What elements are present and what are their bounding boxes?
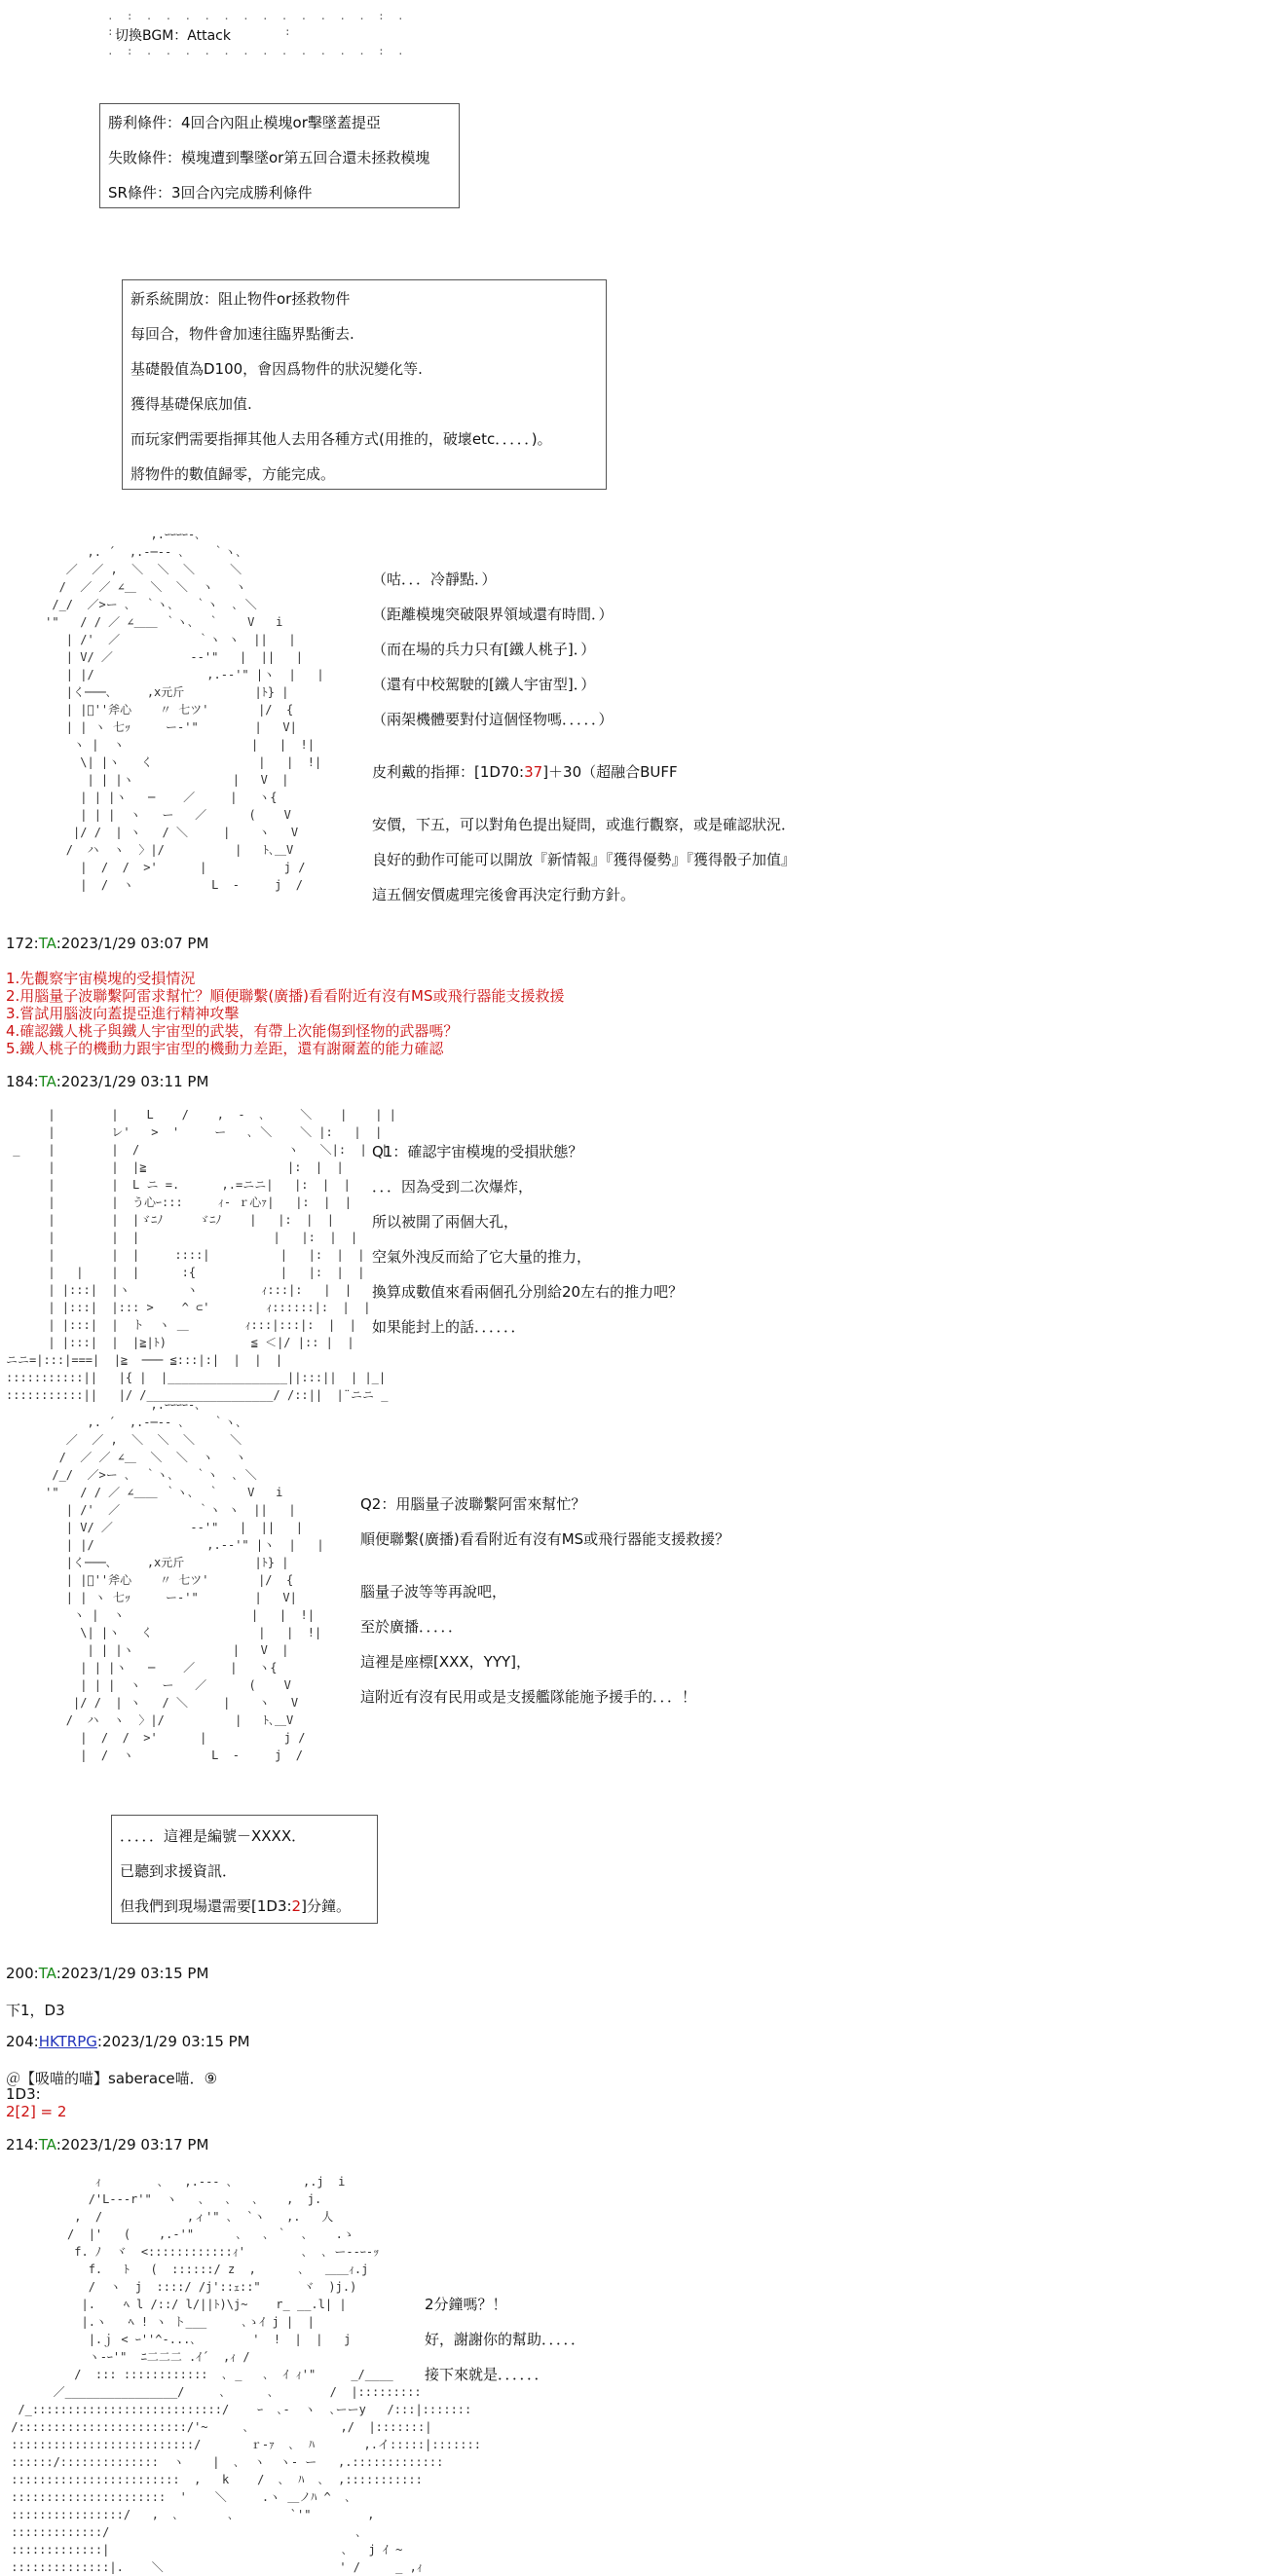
answer-line: 至於廣播．．．．． (360, 1618, 464, 1636)
radio-reply-box (111, 1815, 378, 1924)
thought-line: （咕．．．冷靜點．） (372, 570, 497, 588)
post-200-body: 下1，D3 (6, 2002, 65, 2019)
thought-line: （還有中校駕駛的[鐵人宇宙型]．） (372, 676, 596, 693)
system-line: 將物件的數值歸零，方能完成。 (130, 465, 336, 483)
system-box (122, 279, 607, 490)
thought-line: （距離模塊突破限界領域還有時間．） (372, 606, 614, 623)
bgm-label: 切換BGM：Attack (115, 28, 231, 44)
answer-line: Q1：確認宇宙模塊的受損狀態？ (372, 1143, 583, 1160)
reply-line: 好，謝謝你的幫助．．．．． (425, 2331, 586, 2348)
bgm-frame-top: . : . . . . . . . . . . . . : . (107, 10, 404, 22)
answer-line: 換算成數值來看兩個孔分別給20左右的推力吧？ (372, 1283, 684, 1301)
answer-line: 如果能封上的話．．．．．． (372, 1318, 526, 1336)
instruction-line: 良好的動作可能可以開放『新情報』『獲得優勢』『獲得骰子加值』 (372, 851, 797, 868)
bgm-frame-left: : (107, 25, 114, 38)
instruction-line: 安價，下五，可以對角色提出疑問，或進行觀察，或是確認狀況． (372, 816, 797, 833)
ascii-art-character: ,.ｰｰｰｰ-､ ,. ´ ,.-─‐- ､ ｀ヽ､ ／ ／ , ＼ ＼ ＼ ＼ / ／ ／ ∠＿ ＼ ＼ ヽ ヽ /_/ ／>ー ､ ｀ヽ､ ｀ヽ ､ ＼ '" / / ／ ∠＿＿ ｀ヽ､ ｀ V i | /' ／ ｀ヽ ヽ || | | V/ ／ -‐'" | || | | |/ ,.-‐'" |ヽ | | |く───､ ,x元斤 |ﾄ} | | |ﾞ''斧心 〃 七ツ' |/ { | | ヽ 七ｯ ー‐'" | V| ヽ | ヽ | | !| \| |ヽ く | | !| | | |ヽ | V | | | |ヽ ─ ／ | ヽ{ | | | ヽ ー ／ ( V |/ / | ヽ / ＼ | ヽ V / ハ ヽ 〉|/ | ﾄ､＿V | / / >' | j / | / ヽ L - j / (45, 528, 324, 892)
radio-line: 已聽到求援資訊． (120, 1862, 238, 1880)
system-line: 新系統開放：阻止物件or拯救物件 (130, 290, 351, 308)
post-header-172: 172:TA:2023/1/29 03:07 PM (6, 935, 209, 952)
answer-line: 這附近有沒有民用或是支援艦隊能施予援手的．．．！ (360, 1688, 697, 1706)
system-line: 獲得基礎保底加值. (130, 395, 252, 413)
ascii-art-character: ｨ ､ ,.-‐‐ ､ ,.j i /'L-‐-r'" ヽ ､ ､ ､ , j. , / ,ィ'" ､ `ヽ ,. 人 / |' ( ,.-'" ､ ､ ｀ ､ .ゝ f. ﾉ ヾ <::::::::::::ｨ' ､ ､ ー--ｰ‐ｯ f. ﾄ ( ::::::/ z , ､ ＿＿ｨ.j / ヽ j ::::/ /j'::ｪ::" ヾ )j.) |. ﾍ l /::/ l/||ﾄ)\j~ r_ __.l| | |.ヽ ﾍ ! ヽ ト___ ､ゝｲ j | | |.ｊ < ｰ''^-...､ ' ! | | j ヽ-ｰ'" ﾆ二二二 .ｲ´ ,ｨ / / ::: :::::::::::: ､ _ ､ ｲ ｨ'" _/____ ／________________/ ､ ､ / |::::::::: /_:::::::::::::::::::::::::::/ ｰ ､‐ ヽ ､ーーy /:::|::::::: /::::::::::::::::::::::::/'~ ､ ,/ |:::::::| ::::::::::::::::::::::::::/ ｒ‐ｧ ､ ﾊ ,.イ:::::|::::::: ::::::/:::::::::::::: ヽ | ､ ヽ ヽ- ー ,.::::::::::::: :::::::::::::::::::::::: , k / ､ ﾊ ､ ,::::::::::: :::::::::::::::::::::: ' ＼ .ヽ ＿ノﾊ ^ ､ ::::::::::::::::/ , ､ ､ `'" , :::::::::::::/ ､ :::::::::::::| ､ j ｲ ~ ::::::::::::::|. ＼ ' / _ ,ｨ (11, 2175, 481, 2574)
ascii-art-character: ,.ｰｰｰｰ-､ ,. ´ ,.-─‐- ､ ｀ヽ､ ／ ／ , ＼ ＼ ＼ ＼ / ／ ／ ∠＿ ＼ ＼ ヽ ヽ /_/ ／>ー ､ ｀ヽ､ ｀ヽ ､ ＼ '" / / ／ ∠＿＿ ｀ヽ､ ｀ V i | /' ／ ｀ヽ ヽ || | | V/ ／ -‐'" | || | | |/ ,.-‐'" |ヽ | | |く───､ ,x元斤 |ﾄ} | | |ﾞ''斧心 〃 七ツ' |/ { | | ヽ 七ｯ ー‐'" | V| ヽ | ヽ | | !| \| |ヽ く | | !| | | |ヽ | V | | | |ヽ ─ ／ | ヽ{ | | | ヽ ー ／ ( V |/ / | ヽ / ＼ | ヽ V / ハ ヽ 〉|/ | ﾄ､＿V | / / >' | j / | / ヽ L - j / (45, 1398, 324, 1762)
sr-condition: SR條件：3回合內完成勝利條件 (108, 184, 313, 202)
system-line: 基礎骰值為D100，會因爲物件的狀況變化等. (130, 360, 423, 378)
radio-line: 但我們到現場還需要[1D3:2]分鐘。 (120, 1897, 351, 1915)
post-204-line: ＠【吸喵的喵】saberace喵．⑨ (6, 2070, 218, 2087)
poster-name: TA (38, 935, 56, 952)
answer-line: 這裡是座標[XXX，YYY]， (360, 1653, 532, 1671)
bgm-frame-bottom: . : . . . . . . . . . . . . : . (107, 45, 404, 57)
bgm-frame-right: : (284, 25, 291, 38)
reply-line: 接下來就是．．．．．． (425, 2366, 549, 2383)
post-172-line: 1.先觀察宇宙模塊的受損情況 (6, 970, 196, 987)
post-172-line: 4.確認鐵人桃子與鐵人宇宙型的武裝，有帶上次能傷到怪物的武器嗎？ (6, 1022, 459, 1040)
conditions-box (99, 103, 460, 208)
poster-name: TA (38, 1073, 56, 1090)
answer-line: 所以被開了兩個大孔， (372, 1213, 519, 1231)
poster-name: TA (38, 1965, 56, 1982)
dice-roll-value: 37 (524, 763, 543, 781)
post-172-line: 3.嘗試用腦波向蓋提亞進行精神攻擊 (6, 1005, 240, 1022)
poster-name-link[interactable]: HKTRPG (38, 2033, 97, 2050)
instruction-line: 這五個安價處理完後會再決定行動方針。 (372, 886, 636, 903)
win-condition: 勝利條件：4回合內阻止模塊or擊墜蓋提亞 (108, 114, 381, 131)
post-header-200: 200:TA:2023/1/29 03:15 PM (6, 1965, 209, 1982)
reply-line: 2分鐘嗎？！ (425, 2296, 507, 2313)
poster-name: TA (38, 2136, 56, 2153)
post-172-line: 5.鐵人桃子的機動力跟宇宙型的機動力差距，還有謝爾蓋的能力確認 (6, 1040, 444, 1057)
radio-dice-value: 2 (291, 1897, 302, 1915)
post-header-184: 184:TA:2023/1/29 03:11 PM (6, 1073, 209, 1090)
ascii-art-character: | | L / , - ､ ＼ | | | | レ' > ' ー ､ ＼ ＼ |: | | _ | | / ヽ ＼|: | | | | |≧ |: | | | | L ニ =. ,.=ニニ| |: | | | | う心ｰ::: ｨ- ｒ心ｧ| |: | | | | |ゞﾆﾉ ゞﾆﾉ | |: | | | | | | |: | | | | | ::::| | |: | | | | | | :{ | |: | | | |:::| |ヽ ヽ ｨ:::|: | | | |:::| |::: > ^ ⊂' ｨ::::::|: | | | |:::| | ト ヽ ＿ ｨ:::|:::|: | | | |:::| | |≧|ﾄ) ≦ ＜|/ |:: | | ニニ=|:::|===| |≧ ─── ≦:::|:| | | | :::::::::::|| |{ | |_________________||:::|| | |_| :::::::::::|| |/ /__________________/ /::|| |¨ニニ _ (6, 1108, 396, 1402)
thought-line: （兩架機體要對付這個怪物嗎．．．．．） (372, 711, 614, 728)
radio-line: ．．．．．這裡是編號－XXXX． (120, 1827, 307, 1845)
answer-line: 腦量子波等等再說吧， (360, 1583, 507, 1601)
post-header-214: 214:TA:2023/1/29 03:17 PM (6, 2136, 209, 2153)
lose-condition: 失敗條件：模塊遭到擊墜or第五回合還未拯救模塊 (108, 149, 430, 166)
dice-roll-line: 皮利戴的指揮：[1D70:37]＋30（超融合BUFF (372, 763, 678, 781)
post-204-line: 1D3: (6, 2085, 41, 2103)
answer-line: 空氣外洩反而給了它大量的推力， (372, 1248, 592, 1266)
thought-line: （而在場的兵力只有[鐵人桃子]．） (372, 641, 596, 658)
answer-line: ．．．因為受到二次爆炸， (372, 1178, 534, 1196)
post-172-line: 2.用腦量子波聯繫阿雷求幫忙？順便聯繫(廣播)看看附近有沒有MS或飛行器能支援救援 (6, 987, 565, 1005)
post-header-204: 204:HKTRPG:2023/1/29 03:15 PM (6, 2033, 250, 2050)
system-line: 每回合，物件會加速往臨界點衝去. (130, 325, 354, 343)
answer-line: 順便聯繫(廣播)看看附近有沒有MS或飛行器能支援救援？ (360, 1530, 730, 1548)
dice-result: 2[2] = 2 (6, 2103, 67, 2120)
answer-line: Q2：用腦量子波聯繫阿雷來幫忙？ (360, 1495, 586, 1513)
system-line: 而玩家們需要指揮其他人去用各種方式(用推的，破壞etc．．．．．)。 (130, 430, 552, 448)
